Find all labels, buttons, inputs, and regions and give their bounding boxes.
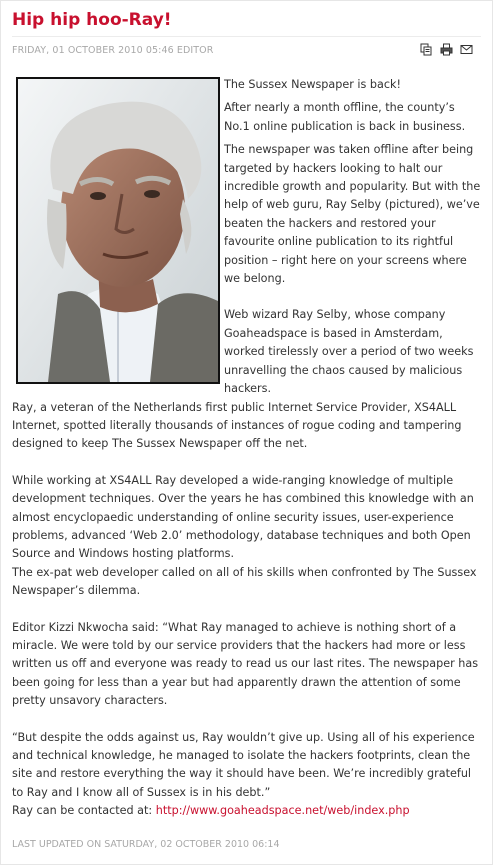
article-tools: [420, 43, 473, 56]
last-updated: LAST UPDATED ON SATURDAY, 02 OCTOBER 2010 06:14: [12, 839, 280, 850]
paragraph-odds: “But despite the odds against us, Ray wouldn’t give up. Using all of his experience and technical knowledge, he managed to isolate the hackers footprints, clean the site and restore everything the way it should have been. We’re incredibly grateful to Ray and I know all of Sussex is in his debt.”: [12, 730, 475, 799]
pdf-icon[interactable]: [420, 43, 433, 56]
paragraph-back-online: After nearly a month offline, the county’s No.1 online publication is back in business.: [224, 101, 466, 133]
article-body: [12, 76, 481, 821]
paragraph-knowledge: While working at XS4ALL Ray developed a wide-ranging knowledge of multiple development techniques. Over the years he has combined this knowledge with an almost encyclopaedic understanding of online security issues, user-experience problems, advanced ‘Web 2.0’ methodology, database techniques and both Open Source and Windows hosting platforms.: [12, 473, 474, 561]
contact-label: Ray can be contacted at:: [12, 804, 156, 818]
article-title[interactable]: Hip hip hoo-Ray!: [12, 10, 172, 30]
paragraph-hackers: The newspaper was taken offline after being targeted by hackers looking to halt our incredible growth and popularity. But with the help of web guru, Ray Selby (pictured), we’ve beaten the hackers and restored your favourite online publication to its rightful position – right here on your screens where we belong.: [224, 143, 481, 286]
article-date: FRIDAY, 01 OCTOBER 2010 05:46 EDITOR: [12, 45, 214, 56]
paragraph-veteran: Ray, a veteran of the Netherlands first public Internet Service Provider, XS4ALL Internet, spotted literally thousands of instances of rogue coding and tampering designed to keep The Sussex Newspaper off the net.: [12, 400, 462, 451]
title-divider: [12, 36, 481, 37]
paragraph-dilemma: The ex-pat web developer called on all of his skills when confronted by The Sussex Newspaper’s dilemma.: [12, 565, 477, 598]
paragraph-editor-quote: Editor Kizzi Nkwocha said: “What Ray managed to achieve is nothing short of a miracle. We were told by our service providers that the hackers had more or less written us off and everyone was ready to read us our last rites. The newspaper has been going for less than a year but had apparently drawn the attention of some pretty unsavory characters.: [12, 620, 479, 708]
paragraph-intro: The Sussex Newspaper is back!: [224, 78, 401, 91]
paragraph-web-wizard: Web wizard Ray Selby, whose company Goaheadspace is based in Amsterdam, worked tirelessly over a period of two weeks unravelling the chaos caused by malicious hackers.: [224, 308, 474, 396]
print-icon[interactable]: [440, 43, 453, 56]
email-icon[interactable]: [460, 43, 473, 56]
contact-link[interactable]: http://www.goaheadspace.net/web/index.php: [155, 804, 410, 818]
paragraph-contact: [12, 802, 481, 820]
